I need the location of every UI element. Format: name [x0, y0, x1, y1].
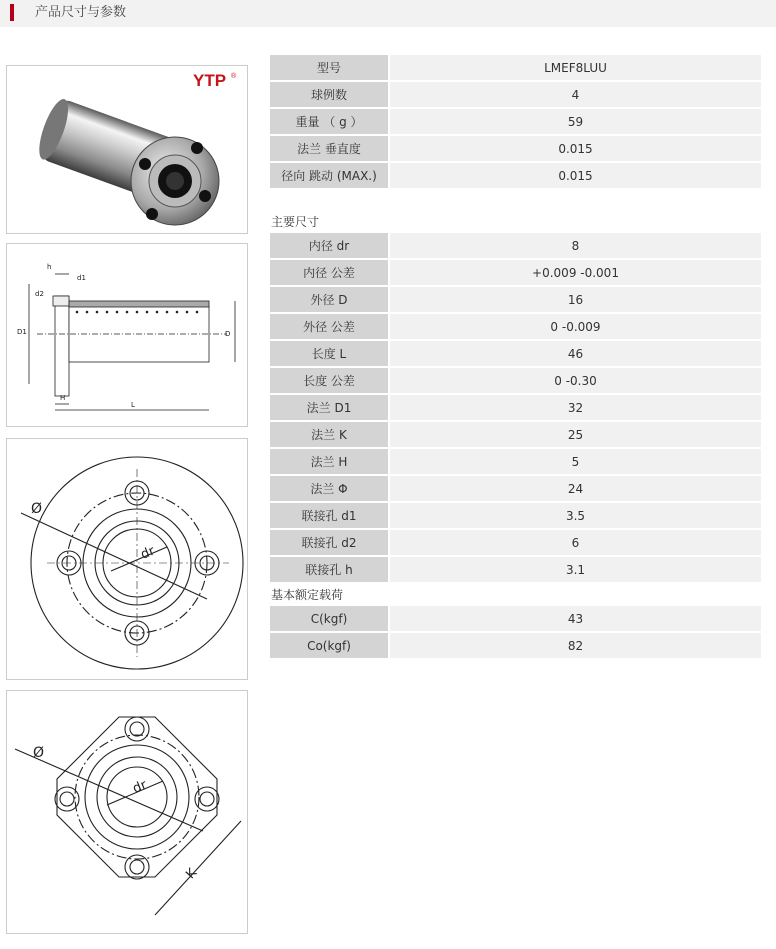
dim-label-D: D [225, 330, 231, 338]
round-flange-drawing [6, 438, 248, 680]
dim-label-phi: Ø [33, 745, 45, 761]
row-label: C(kgf) [270, 606, 390, 633]
dim-label-phi: Ø [31, 501, 43, 517]
row-value: 43 [390, 606, 761, 633]
table-row [270, 422, 761, 449]
table-row [270, 449, 761, 476]
basic-spec-table [270, 55, 761, 190]
dim-label-K: K [183, 865, 201, 883]
dim-label-d2: d2 [35, 290, 44, 298]
table-row [270, 633, 761, 660]
dim-label-h: h [47, 263, 52, 271]
row-value: LMEF8LUU [390, 55, 761, 82]
table-row [270, 476, 761, 503]
row-label: 法兰 垂直度 [270, 136, 390, 163]
dim-label-L: L [131, 401, 135, 409]
row-value: 5 [390, 449, 761, 476]
row-value: 25 [390, 422, 761, 449]
row-value: 8 [390, 233, 761, 260]
row-value: 4 [390, 82, 761, 109]
table-row [270, 314, 761, 341]
row-value: 59 [390, 109, 761, 136]
main-dims-table [270, 233, 761, 584]
row-label: 内径 dr [270, 233, 390, 260]
dim-label-d1: d1 [77, 274, 86, 282]
row-value: 16 [390, 287, 761, 314]
table-row [270, 503, 761, 530]
table-row [270, 233, 761, 260]
side-section-drawing [6, 243, 248, 427]
row-label: 外径 公差 [270, 314, 390, 341]
row-value: 82 [390, 633, 761, 660]
table-row [270, 606, 761, 633]
table-row [270, 341, 761, 368]
table-row [270, 55, 761, 82]
section-header [0, 0, 776, 27]
table-row [270, 163, 761, 190]
row-value: 0 -0.009 [390, 314, 761, 341]
brand-logo: YTP [193, 71, 227, 90]
row-label: 法兰 D1 [270, 395, 390, 422]
row-value: 46 [390, 341, 761, 368]
row-label: 型号 [270, 55, 390, 82]
main-dims-title: 主要尺寸 [271, 215, 320, 229]
row-value: 0 -0.30 [390, 368, 761, 395]
table-row [270, 368, 761, 395]
table-row [270, 395, 761, 422]
table-row [270, 287, 761, 314]
table-row [270, 109, 761, 136]
table-row [270, 82, 761, 109]
dim-label-dr: dr [138, 543, 158, 563]
table-row [270, 557, 761, 584]
row-label: 联接孔 d2 [270, 530, 390, 557]
row-value: +0.009 -0.001 [390, 260, 761, 287]
dim-label-D1: D1 [17, 328, 27, 336]
row-value: 0.015 [390, 136, 761, 163]
row-label: 法兰 K [270, 422, 390, 449]
header-accent-bar [10, 4, 14, 21]
row-label: 内径 公差 [270, 260, 390, 287]
square-flange-drawing [6, 690, 248, 934]
load-rating-table [270, 606, 761, 660]
row-label: Co(kgf) [270, 633, 390, 660]
dim-label-dr: dr [130, 777, 150, 797]
row-label: 长度 公差 [270, 368, 390, 395]
row-value: 24 [390, 476, 761, 503]
row-label: 法兰 H [270, 449, 390, 476]
product-photo [6, 65, 248, 234]
load-rating-title: 基本额定载荷 [271, 588, 344, 602]
registered-mark: ® [231, 73, 237, 80]
dim-label-H: H [60, 394, 66, 402]
table-row [270, 136, 761, 163]
row-label: 长度 L [270, 341, 390, 368]
row-value: 3.5 [390, 503, 761, 530]
row-value: 32 [390, 395, 761, 422]
row-label: 法兰 Φ [270, 476, 390, 503]
table-row [270, 530, 761, 557]
row-label: 外径 D [270, 287, 390, 314]
row-value: 3.1 [390, 557, 761, 584]
row-label: 联接孔 h [270, 557, 390, 584]
section-title: 产品尺寸与参数 [35, 5, 127, 20]
row-label: 联接孔 d1 [270, 503, 390, 530]
row-label: 重量 （ g ） [270, 109, 390, 136]
row-label: 球例数 [270, 82, 390, 109]
row-value: 0.015 [390, 163, 761, 190]
row-label: 径向 跳动 (MAX.) [270, 163, 390, 190]
table-row [270, 260, 761, 287]
row-value: 6 [390, 530, 761, 557]
